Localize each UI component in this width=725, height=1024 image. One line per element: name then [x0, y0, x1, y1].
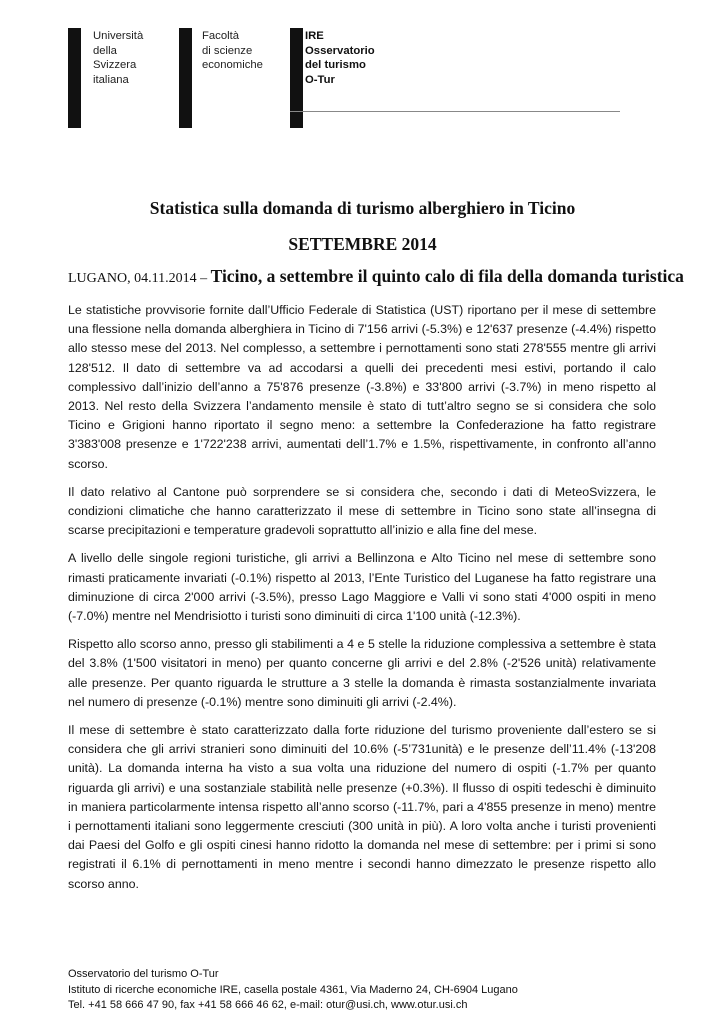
paragraph: Rispetto allo scorso anno, presso gli stabilimenti a 4 e 5 stelle la riduzione complessiva a settembre è stata del 3.8% (1'500 visitatori in meno) per quanto concerne gli arrivi e del 2.8% (-2'526 unità) relativamente alle presenze. Per quanto riguarda le strutture a 3 stelle la domanda è rimasta sostanzialmente invariata nel numero di presenze (-0.1%) mentre sono diminuiti gli arrivi (-2.4%). [68, 637, 656, 709]
faculty-name: Facoltà di scienze economiche [202, 30, 263, 71]
footer-line: Istituto di ricerche economiche IRE, casella postale 4361, Via Maderno 24, CH-6904 Lugano [68, 983, 518, 996]
university-name: Università della Svizzera italiana [93, 30, 144, 86]
dateline-place-date: LUGANO, 04.11.2014 – [68, 271, 211, 286]
header-divider [290, 111, 620, 112]
institute-name: IRE Osservatorio del turismo O-Tur [305, 30, 375, 86]
paragraph: A livello delle singole regioni turistiche, gli arrivi a Bellinzona e Alto Ticino nel mese di settembre sono rimasti praticamente invariati (-0.1%) rispetto al 2013, l’Ente Turistico del Luganese ha fatto registrare una diminuzione di circa 2'000 arrivi (-3.5%), presso Lago Maggiore e Valli vi sono stati 4'000 ospiti in meno (-7.0%) mentre nel Mendrisiotto i turisti sono diminuiti di circa 1'100 unità (-12.3%). [68, 551, 656, 624]
footer-contact [68, 967, 518, 1014]
paragraph: Il dato relativo al Cantone può sorprendere se si considera che, secondo i dati di MeteoSvizzera, le condizioni climatiche che hanno caratterizzato il mese di settembre in Ticino sono state all’insegna di scarse precipitazioni e temperature gradevoli soprattutto all’inizio e alla fine del mese. [68, 484, 656, 538]
dateline [68, 266, 684, 287]
document-title: Statistica sulla domanda di turismo alberghiero in Ticino [149, 198, 576, 218]
footer-line: Tel. +41 58 666 47 90, fax +41 58 666 46 62, e-mail: otur@usi.ch, www.otur.usi.ch [68, 999, 468, 1011]
dateline-headline: Ticino, a settembre il quinto calo di fila della domanda turistica [210, 266, 684, 286]
paragraph: Il mese di settembre è stato caratterizzato dalla forte riduzione del turismo proveniente dall’estero se si considera che gli arrivi stranieri sono diminuiti del 10.6% (-5’731unità) e le presenze dell’11.4% (-13'208 unità). La domanda interna ha visto a sua volta una riduzione del numero di ospiti (-1.7% per quanto riguarda gli arrivi) e una sostanziale stabilità nelle presenze (+0.3%). Il flusso di ospiti tedeschi è diminuito in maniera particolarmente intensa rispetto all’anno scorso (-11.7%, pari a 4'855 presenze in meno) mentre i pernottamenti italiani sono leggermente cresciuti (300 unità in più). A loro volta anche i turisti provenienti dai Paesi del Golfo e gli ospiti cinesi hanno ridotto la domanda nel mese di settembre: per i primi si sono registrati il 6.1% di pernottamenti in meno mentre i secondi hanno dimezzato le presenze rispetto allo scorso anno. [68, 723, 656, 891]
institute-logo-bar [290, 28, 303, 128]
paragraph: Le statistiche provvisorie fornite dall’Ufficio Federale di Statistica (UST) riportano per il mese di settembre una flessione nella domanda alberghiera in Ticino di 7'156 arrivi (-5.3%) e 12'637 presenze (-4.4%) rispetto allo stesso mese del 2013. Nel complesso, a settembre i pernottamenti sono stati 278'555 mentre gli arrivi 128'512. Il dato di settembre va ad accodarsi a quelli dei precedenti mesi estivi, portando il calo complessivo dall’inizio dell’anno a 75'876 presenze (-3.8%) e 33'800 arrivi (-3.7%) in meno rispetto al 2013. Nel resto della Svizzera l’andamento mensile è stato di tutt’altro segno se si considera che solo Ticino e Grigioni hanno riportato il segno meno: a settembre la Confederazione ha fatto registrare 3'383'008 presenze e 1'722'238 arrivi, aumentati dell’1.7% e 1.5%, rispettivamente, in confronto all’anno scorso. [68, 303, 656, 471]
university-logo-bar [68, 28, 81, 128]
faculty-logo-bar [179, 28, 192, 128]
document-subtitle: SETTEMBRE 2014 [288, 234, 437, 254]
article-body [68, 301, 656, 903]
footer-line: Osservatorio del turismo O-Tur [68, 968, 219, 980]
